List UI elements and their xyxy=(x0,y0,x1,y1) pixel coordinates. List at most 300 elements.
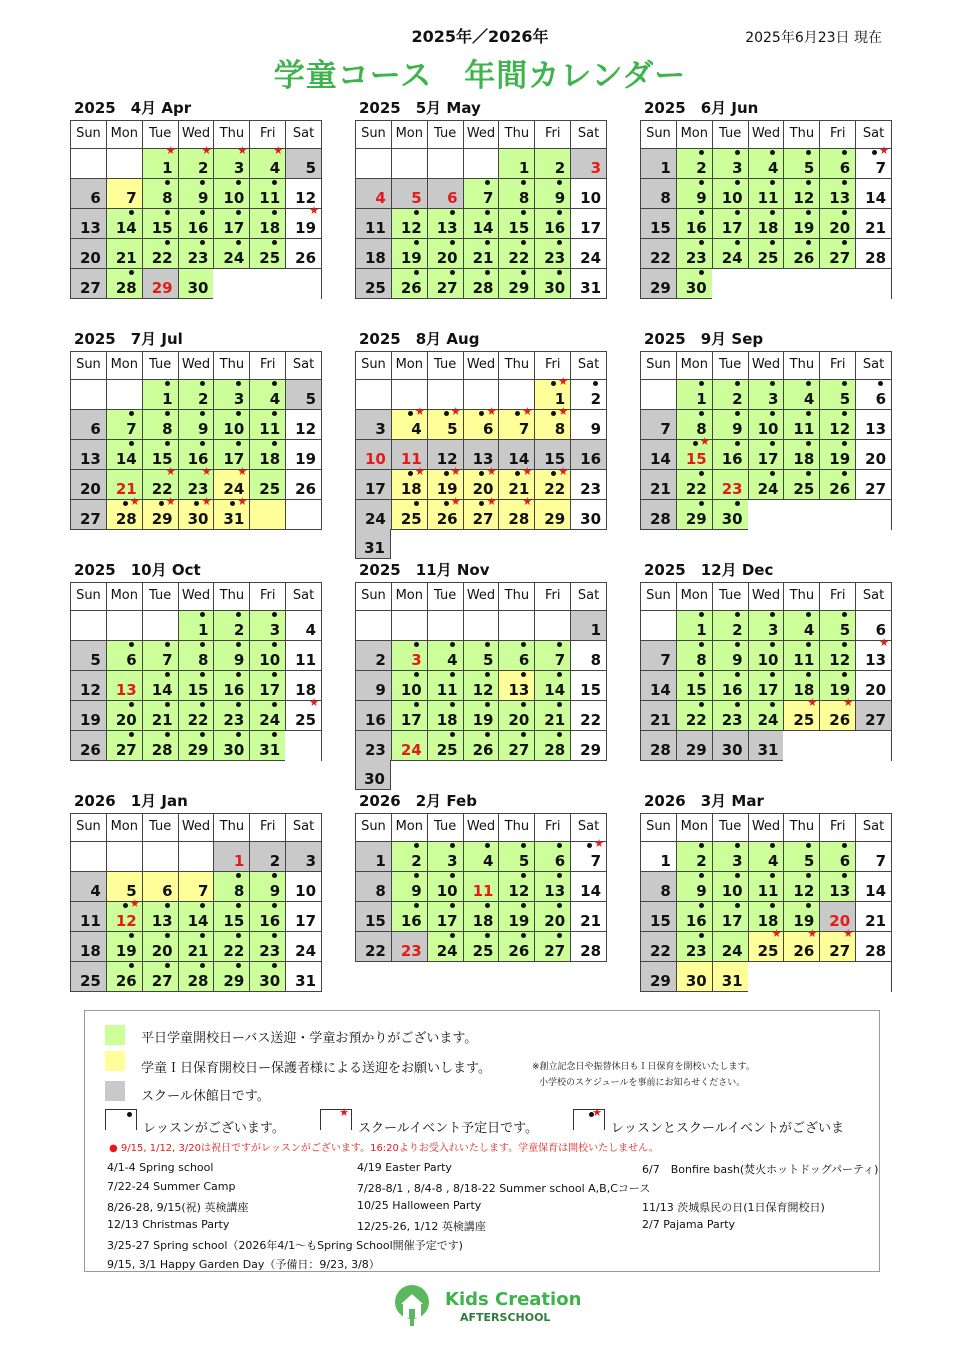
day-number: 17 xyxy=(259,681,281,699)
legend-yellow-note-1: ※創立記念日や振替休日もＩ日保育を開校いたします。 xyxy=(532,1062,755,1072)
day-cell xyxy=(712,671,748,701)
lesson-dot-icon xyxy=(557,843,562,848)
month-9 xyxy=(70,791,322,992)
lesson-dot-icon xyxy=(699,843,704,848)
lesson-dot-icon xyxy=(770,642,775,647)
weekday-mon: Mon xyxy=(676,814,712,841)
month-1 xyxy=(355,98,607,299)
day-number: 25 xyxy=(793,480,815,498)
weekday-header xyxy=(356,121,606,149)
day-number: 22 xyxy=(223,942,245,960)
weekday-mon: Mon xyxy=(106,814,142,841)
day-cell xyxy=(356,269,391,299)
lesson-dot-icon xyxy=(236,381,241,386)
day-number: 31 xyxy=(259,741,281,759)
lesson-dot-icon xyxy=(770,843,775,848)
day-cell xyxy=(106,239,142,269)
week-row xyxy=(641,144,891,179)
day-number: 23 xyxy=(544,249,566,267)
day-cell xyxy=(570,701,606,731)
day-cell xyxy=(855,440,891,470)
lesson-dot-icon xyxy=(842,180,847,185)
day-cell xyxy=(712,872,748,902)
day-cell xyxy=(570,179,606,209)
lesson-dot-icon xyxy=(485,702,490,707)
day-cell xyxy=(748,179,784,209)
day-cell xyxy=(178,269,214,299)
weekday-header xyxy=(356,583,606,611)
day-number: 28 xyxy=(151,741,173,759)
day-number: 10 xyxy=(721,189,743,207)
lesson-dot-icon xyxy=(806,471,811,476)
day-number: 1 xyxy=(660,852,671,870)
day-cell xyxy=(534,500,570,530)
day-cell xyxy=(570,902,606,932)
day-number: 31 xyxy=(223,510,245,528)
day-cell xyxy=(142,671,178,701)
lesson-dot-icon xyxy=(450,903,455,908)
event-star-icon: ★ xyxy=(879,636,890,649)
day-number: 13 xyxy=(79,219,101,237)
day-number: 21 xyxy=(865,219,887,237)
day-number: 23 xyxy=(259,942,281,960)
month-table xyxy=(355,120,607,299)
day-cell xyxy=(249,470,285,500)
lesson-dot-icon xyxy=(699,903,704,908)
lesson-dot-icon xyxy=(450,873,455,878)
week-row xyxy=(71,696,321,731)
lesson-dot-icon xyxy=(165,963,170,968)
day-cell xyxy=(427,641,463,671)
day-cell xyxy=(106,932,142,962)
day-cell xyxy=(106,179,142,209)
month-title: 2025 7月 Jul xyxy=(74,330,183,348)
weekday-wed: Wed xyxy=(463,583,499,610)
day-number: 20 xyxy=(472,480,494,498)
lesson-dot-icon xyxy=(806,210,811,215)
weekday-wed: Wed xyxy=(178,814,214,841)
day-cell xyxy=(356,179,391,209)
day-number: 19 xyxy=(295,219,317,237)
lesson-dot-icon xyxy=(129,441,134,446)
blank-cell xyxy=(498,611,534,641)
legend-lesson: レッスンがございます。 xyxy=(143,1121,285,1136)
day-number: 14 xyxy=(649,450,671,468)
day-number: 8 xyxy=(198,651,209,669)
weekday-sun: Sun xyxy=(361,126,386,141)
week-row xyxy=(71,179,321,209)
day-cell xyxy=(783,696,819,731)
empty-cell xyxy=(819,962,855,992)
day-number: 7 xyxy=(198,882,209,900)
weekday-mon: Mon xyxy=(391,121,427,148)
day-cell xyxy=(356,641,391,671)
weekday-mon: Mon xyxy=(106,352,142,379)
day-cell xyxy=(427,239,463,269)
day-number: 20 xyxy=(79,480,101,498)
day-cell xyxy=(142,410,178,440)
event-star-icon: ★ xyxy=(339,1106,349,1119)
event-item: 7/28-8/1 , 8/4-8 , 8/18-22 Summer school A,B,Cコース xyxy=(357,1182,651,1195)
day-cell xyxy=(249,410,285,440)
day-number: 14 xyxy=(472,219,494,237)
day-number: 12 xyxy=(400,219,422,237)
day-cell xyxy=(819,239,855,269)
day-cell xyxy=(498,239,534,269)
day-number: 8 xyxy=(696,651,707,669)
legend-both: レッスンとスクールイベントがございま xyxy=(611,1121,844,1136)
day-number: 8 xyxy=(696,420,707,438)
day-cell xyxy=(106,641,142,671)
event-star-icon: ★ xyxy=(843,696,854,709)
lesson-dot-icon xyxy=(200,672,205,677)
day-cell xyxy=(498,269,534,299)
week-row xyxy=(356,701,606,731)
lesson-dot-icon xyxy=(450,642,455,647)
lesson-dot-icon xyxy=(200,411,205,416)
day-cell xyxy=(819,611,855,641)
day-cell xyxy=(356,872,391,902)
day-cell xyxy=(213,410,249,440)
weekday-tue: Tue xyxy=(427,352,463,379)
day-cell xyxy=(676,872,712,902)
day-cell xyxy=(783,209,819,239)
day-number: 21 xyxy=(115,480,137,498)
day-cell xyxy=(819,470,855,500)
day-number: 25 xyxy=(436,741,458,759)
tree-house-icon xyxy=(390,1282,590,1328)
day-cell xyxy=(676,380,712,410)
day-number: 10 xyxy=(757,651,779,669)
lesson-dot-icon xyxy=(165,240,170,245)
weekday-thu: Thu xyxy=(498,352,534,379)
week-row xyxy=(71,269,321,299)
day-number: 27 xyxy=(829,249,851,267)
day-number: 15 xyxy=(685,681,707,699)
day-number: 16 xyxy=(364,711,386,729)
lesson-dot-icon xyxy=(200,210,205,215)
lesson-dot-icon xyxy=(735,903,740,908)
weekday-tue: Tue xyxy=(712,352,748,379)
day-cell xyxy=(712,380,748,410)
day-cell xyxy=(356,470,391,500)
day-number: 11 xyxy=(295,651,317,669)
day-cell xyxy=(142,495,178,530)
day-number: 27 xyxy=(115,741,137,759)
day-number: 7 xyxy=(126,420,137,438)
weekday-thu: Thu xyxy=(213,352,249,379)
day-cell xyxy=(142,239,178,269)
lesson-dot-icon xyxy=(806,180,811,185)
day-cell xyxy=(391,731,427,761)
day-number: 7 xyxy=(660,420,671,438)
day-cell xyxy=(534,701,570,731)
day-number: 21 xyxy=(580,912,602,930)
day-number: 25 xyxy=(400,510,422,528)
month-title: 2025 4月 Apr xyxy=(74,99,192,117)
blank-cell xyxy=(71,611,106,641)
day-number: 4 xyxy=(411,420,422,438)
day-number: 30 xyxy=(187,279,209,297)
day-cell xyxy=(463,641,499,671)
day-number: 16 xyxy=(544,219,566,237)
day-cell xyxy=(676,962,712,992)
lesson-dot-icon xyxy=(551,471,556,476)
lesson-dot-icon xyxy=(557,180,562,185)
week-row xyxy=(356,837,606,872)
day-cell xyxy=(213,932,249,962)
lesson-dot-icon xyxy=(557,933,562,938)
day-cell xyxy=(71,902,106,932)
day-cell xyxy=(285,440,321,470)
weekday-thu: Thu xyxy=(213,583,249,610)
weekday-fri: Fri xyxy=(249,814,285,841)
day-cell xyxy=(285,932,321,962)
lesson-dot-icon xyxy=(557,702,562,707)
day-number: 7 xyxy=(554,651,566,669)
day-cell xyxy=(249,641,285,671)
day-number: 18 xyxy=(793,681,815,699)
day-cell xyxy=(641,842,676,872)
day-cell xyxy=(356,902,391,932)
day-number: 7 xyxy=(875,159,887,177)
day-number: 27 xyxy=(151,972,173,990)
lesson-dot-icon xyxy=(699,381,704,386)
lesson-dot-icon xyxy=(842,150,847,155)
weekday-sun: Sun xyxy=(76,357,101,372)
day-number: 10 xyxy=(721,882,743,900)
day-number: 26 xyxy=(472,741,494,759)
lesson-dot-icon xyxy=(129,210,134,215)
day-cell xyxy=(391,872,427,902)
weekday-tue: Tue xyxy=(142,121,178,148)
day-cell xyxy=(285,641,321,671)
lesson-dot-icon xyxy=(806,873,811,878)
lesson-dot-icon xyxy=(236,642,241,647)
day-number: 24 xyxy=(364,510,386,528)
day-cell xyxy=(178,932,214,962)
lesson-dot-icon xyxy=(200,903,205,908)
logo-sub: AFTERSCHOOL xyxy=(460,1311,551,1324)
day-number: 17 xyxy=(757,681,779,699)
day-number: 15 xyxy=(187,681,209,699)
day-cell xyxy=(570,872,606,902)
day-number: 13 xyxy=(472,450,494,468)
weekday-sat: Sat xyxy=(855,352,891,379)
day-cell xyxy=(71,962,106,992)
weekday-fri: Fri xyxy=(534,814,570,841)
day-cell xyxy=(106,209,142,239)
day-cell xyxy=(391,641,427,671)
day-number: 26 xyxy=(829,480,851,498)
day-cell xyxy=(534,209,570,239)
day-number: 26 xyxy=(508,942,530,960)
day-number: 25 xyxy=(793,711,815,729)
event-star-icon: ★ xyxy=(165,495,176,508)
day-cell xyxy=(641,932,676,962)
day-number: 24 xyxy=(436,942,458,960)
day-cell xyxy=(712,239,748,269)
event-sample xyxy=(320,1106,352,1130)
blank-cell xyxy=(391,611,427,641)
legend-gray: スクール休館日です。 xyxy=(141,1089,270,1104)
empty-cell xyxy=(855,269,891,299)
day-cell xyxy=(427,842,463,872)
day-cell xyxy=(641,440,676,470)
month-table xyxy=(355,813,607,962)
day-number: 28 xyxy=(187,972,209,990)
day-number: 28 xyxy=(865,249,887,267)
day-cell xyxy=(213,671,249,701)
day-number: 5 xyxy=(518,852,530,870)
weekday-tue: Tue xyxy=(142,352,178,379)
lesson-dot-icon xyxy=(806,612,811,617)
lesson-dot-icon xyxy=(129,702,134,707)
day-cell xyxy=(391,179,427,209)
event-star-icon: ★ xyxy=(414,465,425,478)
lesson-dot-icon xyxy=(770,150,775,155)
day-cell xyxy=(285,696,321,731)
day-number: 21 xyxy=(865,912,887,930)
day-number: 3 xyxy=(732,852,743,870)
week-row xyxy=(71,897,321,932)
day-cell xyxy=(285,380,321,410)
day-number: 19 xyxy=(79,711,101,729)
weekday-sat: Sat xyxy=(570,121,606,148)
day-number: 13 xyxy=(865,651,887,669)
day-cell xyxy=(712,611,748,641)
weekday-sat: Sat xyxy=(855,121,891,148)
day-cell xyxy=(783,641,819,671)
day-cell xyxy=(356,410,391,440)
day-cell xyxy=(783,842,819,872)
day-number: 27 xyxy=(865,711,887,729)
day-cell xyxy=(178,209,214,239)
week-row xyxy=(641,470,891,500)
day-cell xyxy=(463,209,499,239)
week-row xyxy=(641,611,891,641)
day-cell xyxy=(463,932,499,962)
day-cell xyxy=(855,179,891,209)
day-number: 6 xyxy=(162,882,173,900)
day-number: 21 xyxy=(187,942,209,960)
day-cell xyxy=(676,239,712,269)
week-row xyxy=(71,932,321,962)
week-row xyxy=(356,495,606,530)
day-number: 26 xyxy=(115,972,137,990)
weekday-sun: Sun xyxy=(646,819,671,834)
day-cell xyxy=(356,440,391,470)
week-row xyxy=(71,731,321,761)
day-cell xyxy=(142,144,178,179)
week-row xyxy=(356,611,606,641)
day-number: 14 xyxy=(544,681,566,699)
lesson-dot-icon xyxy=(557,903,562,908)
blank-cell xyxy=(427,611,463,641)
weekday-wed: Wed xyxy=(463,352,499,379)
day-cell xyxy=(106,410,142,440)
day-cell xyxy=(855,144,891,179)
lesson-dot-icon xyxy=(200,381,205,386)
day-cell xyxy=(391,269,427,299)
day-number: 6 xyxy=(875,621,887,639)
blank-cell xyxy=(641,611,676,641)
day-number: 19 xyxy=(115,942,137,960)
day-number: 17 xyxy=(757,450,779,468)
lesson-dot-icon xyxy=(521,240,526,245)
day-number: 29 xyxy=(508,279,530,297)
blank-cell xyxy=(106,842,142,872)
lesson-dot-icon xyxy=(806,411,811,416)
lesson-dot-icon xyxy=(414,210,419,215)
day-cell xyxy=(106,962,142,992)
empty-cell xyxy=(712,269,748,299)
blank-cell xyxy=(391,149,427,179)
day-number: 12 xyxy=(295,420,317,438)
day-number: 19 xyxy=(793,912,815,930)
lesson-dot-icon xyxy=(521,702,526,707)
day-number: 10 xyxy=(400,681,422,699)
day-cell xyxy=(855,209,891,239)
day-number: 21 xyxy=(115,249,137,267)
month-title: 2025 6月 Jun xyxy=(644,99,759,117)
weekday-thu: Thu xyxy=(498,583,534,610)
lesson-dot-icon xyxy=(165,903,170,908)
day-cell xyxy=(712,410,748,440)
lesson-dot-icon xyxy=(272,612,277,617)
day-number: 20 xyxy=(115,711,137,729)
event-item: 7/22-24 Summer Camp xyxy=(107,1180,236,1193)
weekday-sun: Sun xyxy=(646,588,671,603)
lesson-dot-icon xyxy=(557,210,562,215)
weekday-fri: Fri xyxy=(249,121,285,148)
weekday-sat: Sat xyxy=(285,121,321,148)
lesson-dot-icon xyxy=(159,501,164,506)
day-cell xyxy=(427,872,463,902)
week-row xyxy=(641,410,891,440)
lesson-dot-icon xyxy=(485,642,490,647)
day-number: 6 xyxy=(554,852,566,870)
lesson-dot-icon xyxy=(557,240,562,245)
day-cell xyxy=(285,204,321,239)
day-number: 12 xyxy=(295,189,317,207)
lesson-dot-icon xyxy=(236,672,241,677)
event-star-icon: ★ xyxy=(771,927,782,940)
day-number: 17 xyxy=(721,912,743,930)
lesson-dot-icon xyxy=(699,702,704,707)
blank-cell xyxy=(356,380,391,410)
lesson-dot-icon xyxy=(272,732,277,737)
day-number: 1 xyxy=(518,159,530,177)
lesson-dot-icon xyxy=(485,210,490,215)
event-star-icon: ★ xyxy=(237,495,248,508)
day-cell xyxy=(783,927,819,962)
day-number: 14 xyxy=(151,681,173,699)
lesson-dot-icon xyxy=(450,702,455,707)
event-star-icon: ★ xyxy=(522,495,533,508)
day-cell xyxy=(249,144,285,179)
lesson-dot-icon xyxy=(770,672,775,677)
day-number: 9 xyxy=(269,882,281,900)
day-cell xyxy=(71,440,106,470)
lesson-dot-icon xyxy=(485,843,490,848)
day-number: 26 xyxy=(793,249,815,267)
lesson-dot-icon xyxy=(129,732,134,737)
month-title: 2026 2月 Feb xyxy=(359,792,477,810)
day-number: 18 xyxy=(436,711,458,729)
day-cell xyxy=(427,701,463,731)
day-number: 10 xyxy=(223,189,245,207)
